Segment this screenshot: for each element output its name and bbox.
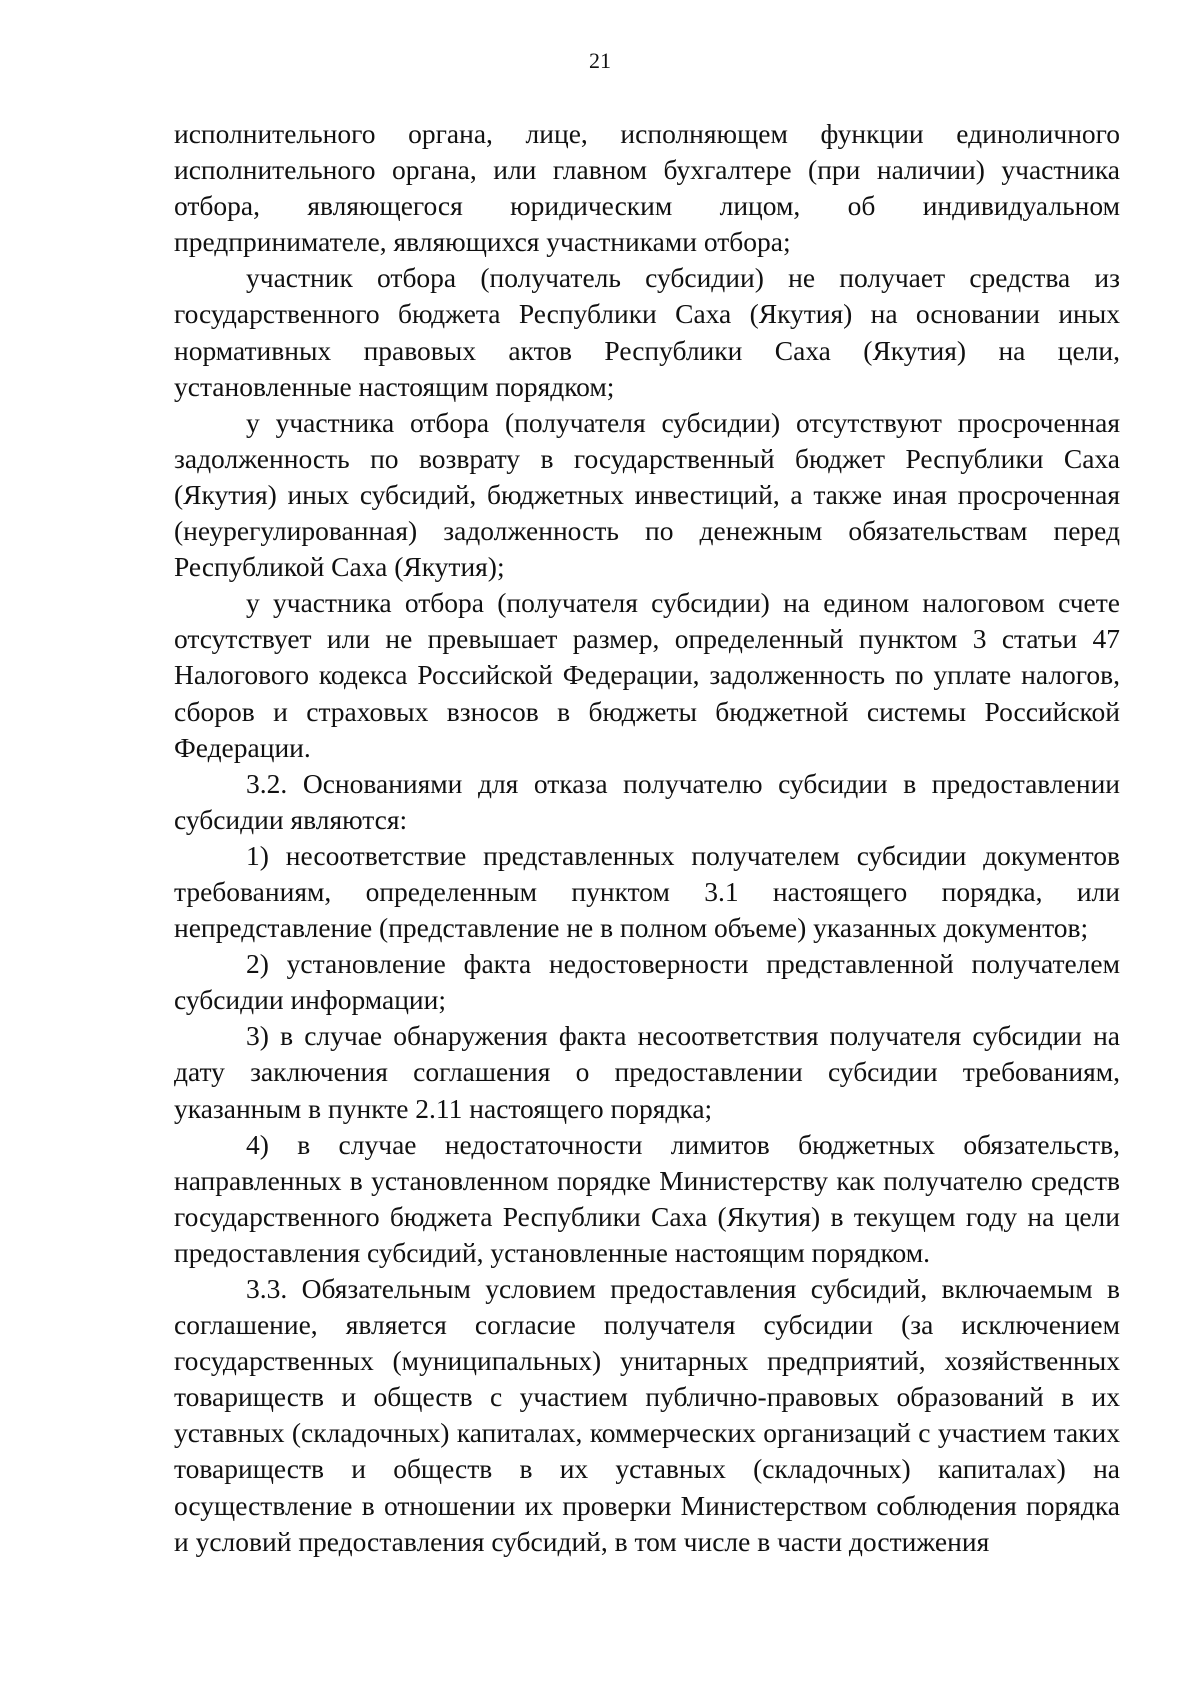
- list-item-3: 3) в случае обнаружения факта несоответствия получателя субсидии на дату заключения соглашения о предоставлении субсидии требованиям, указанным в пункте 2.11 настоящего порядка;: [174, 1020, 1120, 1124]
- list-item-4: 4) в случае недостаточности лимитов бюджетных обязательств, направленных в установленном порядке Министерству как получателю средств государственного бюджета Республики Саха (Якутия) в текущем году на цели предоставления субсидий, установленные настоящим порядком.: [174, 1128, 1120, 1268]
- paragraph-section-3-3: 3.3. Обязательным условием предоставления субсидий, включаемым в соглашение, является согласие получателя субсидии (за исключением государственных (муниципальных) унитарных предприятий, хозяйственных товариществ и обществ с участием публично-правовых образований в их уставных (складочных) капиталах, коммерческих организаций с участием таких товариществ и обществ в их уставных (складочных) капиталах) на осуществление в отношении их проверки Министерством соблюдения порядка и условий предоставления субсидий, в том числе в части достижения: [174, 1273, 1120, 1557]
- paragraph-no-overdue-debt: у участника отбора (получателя субсидии) отсутствуют просроченная задолженность по возврату в государственный бюджет Республики Саха (Якутия) иных субсидий, бюджетных инвестиций, а также иная просроченная (неурегулированная) задолженность по денежным обязательствам перед Республикой Саха (Якутия);: [174, 406, 1120, 583]
- document-body: [174, 116, 1120, 1560]
- paragraph-section-3-2: 3.2. Основаниями для отказа получателю субсидии в предоставлении субсидии являются:: [174, 767, 1120, 835]
- paragraph-no-other-funding: участник отбора (получатель субсидии) не получает средства из государственного бюджета Республики Саха (Якутия) на основании иных нормативных правовых актов Республики Саха (Якутия) на цели, установленные настоящим порядком;: [174, 262, 1120, 402]
- paragraph-continuation: исполнительного органа, лице, исполняющем функции единоличного исполнительного органа, или главном бухгалтере (при наличии) участника отбора, являющегося юридическим лицом, об индивидуальном предпринимателе, являющихся участниками отбора;: [174, 118, 1120, 258]
- list-item-1: 1) несоответствие представленных получателем субсидии документов требованиям, определенным пунктом 3.1 настоящего порядка, или непредставление (представление не в полном объеме) указанных документов;: [174, 839, 1120, 944]
- list-item-2: 2) установление факта недостоверности представленной получателем субсидии информации;: [174, 948, 1120, 1016]
- paragraph-tax-account: у участника отбора (получателя субсидии) на едином налоговом счете отсутствует или не превышает размер, определенный пунктом 3 статьи 47 Налогового кодекса Российской Федерации, задолженность по уплате налогов, сборов и страховых взносов в бюджеты бюджетной системы Российской Федерации.: [174, 587, 1120, 763]
- page-number: 21: [589, 48, 611, 73]
